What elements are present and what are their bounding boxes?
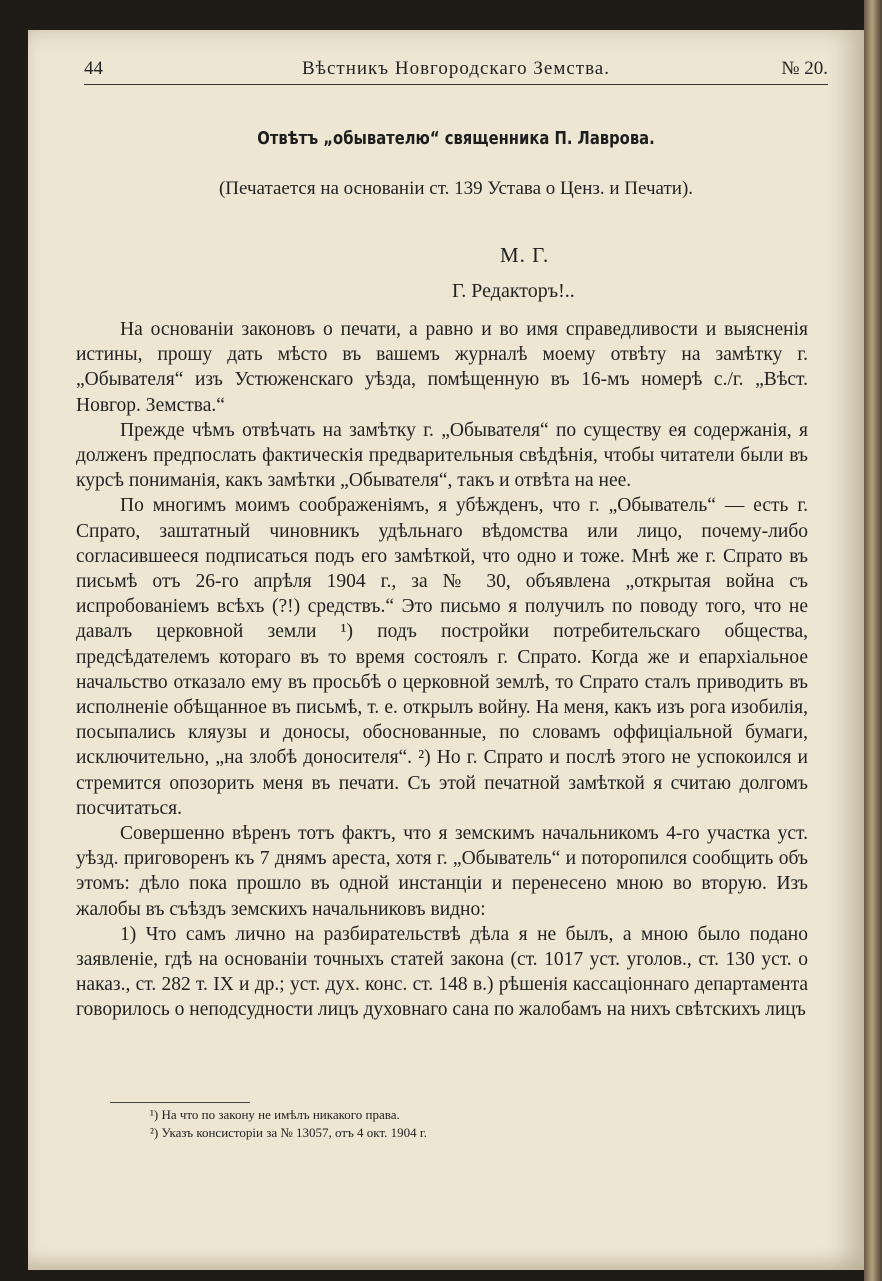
paragraph-4: Совершенно вѣренъ тотъ фактъ, что я земскимъ начальникомъ 4-го участка уст. уѣзд. приговоренъ къ 7 днямъ ареста, хотя г. „Обыватель“ и поторопился сообщить объ этомъ: дѣло пока прошло въ одной инстанціи и перенесено мною во вторую. Изъ жалобы въ съѣздъ земскихъ начальниковъ видно: [76, 823, 808, 920]
page-number: 44 [84, 58, 103, 79]
paragraph-1: На основаніи законовъ о печати, а равно и во имя справедливости и выясненія истины, прошу дать мѣсто въ вашемъ журналѣ моему отвѣту на замѣтку г. „Обывателя“ изъ Устюженскаго уѣзда, помѣщенную въ 16-мъ номерѣ с./г. „Вѣст. Новгор. Земства.“ [76, 319, 808, 416]
article-subtitle: (Печатается на основаніи ст. 139 Устава о Ценз. и Печати). [218, 178, 694, 199]
running-header [84, 56, 828, 85]
paragraph-2: Прежде чѣмъ отвѣчать на замѣтку г. „Обывателя“ по существу ея содержанія, я долженъ предпослать фактическія предварительныя свѣдѣнія, чтобы читатели были въ курсѣ пониманія, какъ замѣтки „Обывателя“, такъ и отвѣта на нее. [76, 419, 808, 492]
footnotes [150, 1106, 427, 1142]
footnote-divider [110, 1102, 250, 1103]
paragraph-5: 1) Что самъ лично на разбирательствѣ дѣла я не былъ, а мною было подано заявленіе, гдѣ на основаніи точныхъ статей закона (ст. 1017 уст. уголов., ст. 130 уст. о наказ., ст. 282 т. IX и др.; уст. дух. конс. ст. 148 в.) рѣшенія кассаціоннаго департамента говорилось о неподсудности лицъ духовнаго сана по жалобамъ на нихъ свѣтскихъ лицъ [76, 923, 808, 1021]
salutation-editor: Г. Редакторъ!.. [452, 280, 575, 302]
journal-title: Вѣстникъ Новгородскаго Земства. [302, 58, 610, 79]
article-body [76, 317, 808, 1023]
footnote-1: ¹) На что по закону не имѣлъ никакого права. [150, 1107, 400, 1122]
article-title: Отвѣтъ „обывателю“ священника П. Лаврова. [257, 128, 655, 149]
paragraph-3: По многимъ моимъ соображеніямъ, я убѣжденъ, что г. „Обыватель“ — есть г. Спрато, заштатный чиновникъ удѣльнаго вѣдомства или лицо, почему-либо согласившееся подписаться подъ его замѣткой, что одно и тоже. Мнѣ же г. Спрато въ письмѣ отъ 26-го апрѣля 1904 г., за № 30, объявлена „открытая война съ испробованіемъ всѣхъ (?!) средствъ.“ Это письмо я получилъ по поводу того, что не давалъ церковной земли ¹) подъ постройки потребительскаго общества, предсѣдателемъ котораго въ то время состоялъ г. Спрато. Когда же и епархіальное начальство отказало ему въ просьбѣ о церковной землѣ, то Спрато сталъ приводить въ исполненіе обѣщанное въ письмѣ, т. е. открылъ войну. На меня, какъ изъ рога изобилія, посыпались кляузы и доносы, обоснованные, по словамъ оффиціальной бумаги, исключительно, „на злобѣ доносителя“. ²) Но г. Спрато и послѣ этого не успокоился и стремится опозорить меня въ печати. Съ этой печатной замѣткой я считаю долгомъ посчитаться. [76, 495, 808, 819]
footnote-2: ²) Указъ консисторіи за № 13057, отъ 4 окт. 1904 г. [150, 1125, 428, 1140]
next-page-edge [864, 0, 882, 1281]
issue-number: № 20. [781, 58, 828, 79]
salutation-mg: М. Г. [500, 243, 550, 267]
